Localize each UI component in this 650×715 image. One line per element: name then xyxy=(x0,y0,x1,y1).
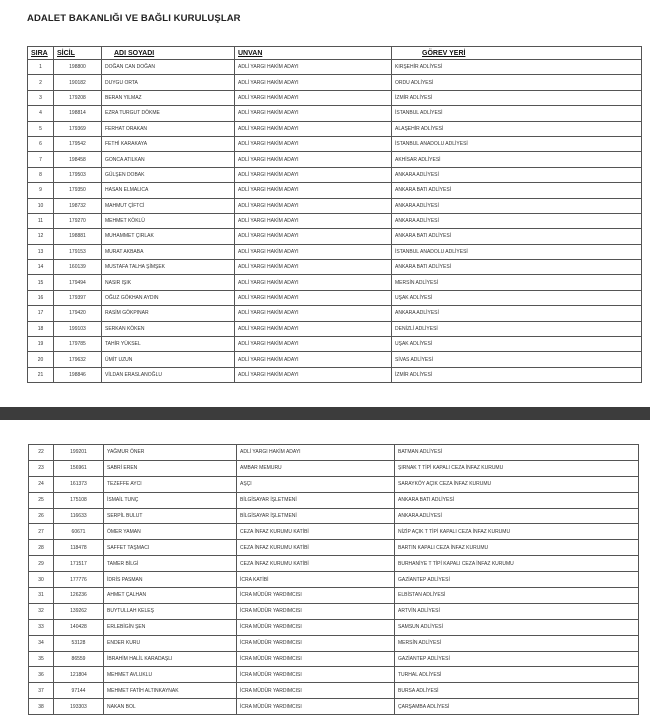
header-adi-soyadi: ADI SOYADI xyxy=(102,47,235,60)
cell-adi-soyadi: FETHİ KARAKAYA xyxy=(102,136,235,151)
cell-adi-soyadi: YAĞMUR ÖNER xyxy=(104,445,237,461)
cell-gorev-yeri: TURHAL ADLİYESİ xyxy=(395,667,639,683)
cell-adi-soyadi: SAFFET TAŞMACI xyxy=(104,540,237,556)
cell-adi-soyadi: MUSTAFA TALHA ŞİMŞEK xyxy=(102,260,235,275)
cell-adi-soyadi: GONCA ATILKAN xyxy=(102,152,235,167)
cell-sicil: 175108 xyxy=(54,492,104,508)
table-body-2 xyxy=(29,445,639,715)
cell-gorev-yeri: ANKARA ADLİYESİ xyxy=(392,167,642,182)
cell-gorev-yeri: ALAŞEHİR ADLİYESİ xyxy=(392,121,642,136)
table-row xyxy=(28,260,642,275)
cell-sicil: 179785 xyxy=(54,337,102,352)
cell-gorev-yeri: BATMAN ADLİYESİ xyxy=(395,445,639,461)
cell-unvan: ADLİ YARGI HAKİM ADAYI xyxy=(235,167,392,182)
cell-adi-soyadi: DUYGU ORTA xyxy=(102,75,235,90)
cell-sicil: 160139 xyxy=(54,260,102,275)
cell-unvan: İCRA MÜDÜR YARDIMCISI xyxy=(237,699,395,715)
cell-adi-soyadi: MEHMET KÖKLÜ xyxy=(102,213,235,228)
table-row xyxy=(28,352,642,367)
cell-gorev-yeri: BURHANİYE T TİPİ KAPALI CEZA İNFAZ KURUMU xyxy=(395,556,639,572)
cell-sira: 36 xyxy=(29,667,54,683)
cell-unvan: İCRA KATİBİ xyxy=(237,572,395,588)
cell-sira: 25 xyxy=(29,492,54,508)
cell-sicil: 171517 xyxy=(54,556,104,572)
cell-adi-soyadi: BUYTULLAH KELEŞ xyxy=(104,603,237,619)
cell-gorev-yeri: ANKARA ADLİYESİ xyxy=(395,508,639,524)
table-row xyxy=(28,106,642,121)
cell-gorev-yeri: ORDU ADLİYESİ xyxy=(392,75,642,90)
cell-adi-soyadi: DOĞAN CAN DOĞAN xyxy=(102,60,235,75)
cell-adi-soyadi: HASAN ELMALICA xyxy=(102,183,235,198)
cell-sira: 21 xyxy=(28,367,54,382)
header-sira: SIRA xyxy=(28,47,54,60)
cell-unvan: ADLİ YARGI HAKİM ADAYI xyxy=(235,75,392,90)
cell-sicil: 177776 xyxy=(54,572,104,588)
cell-gorev-yeri: ANKARA ADLİYESİ xyxy=(392,198,642,213)
table-row xyxy=(28,275,642,290)
cell-gorev-yeri: ANKARA BATI ADLİYESİ xyxy=(395,492,639,508)
cell-unvan: ADLİ YARGI HAKİM ADAYI xyxy=(235,367,392,382)
cell-adi-soyadi: ÖMER YAMAN xyxy=(104,524,237,540)
cell-sicil: 116633 xyxy=(54,508,104,524)
table-row xyxy=(28,121,642,136)
cell-sira: 19 xyxy=(28,337,54,352)
cell-sira: 37 xyxy=(29,683,54,699)
cell-adi-soyadi: FERHAT ORAKAN xyxy=(102,121,235,136)
cell-gorev-yeri: GAZİANTEP ADLİYESİ xyxy=(395,572,639,588)
cell-unvan: İCRA MÜDÜR YARDIMCISI xyxy=(237,603,395,619)
table-row xyxy=(28,183,642,198)
cell-sira: 28 xyxy=(29,540,54,556)
table-row xyxy=(29,683,639,699)
cell-gorev-yeri: İSTANBUL ADLİYESİ xyxy=(392,106,642,121)
cell-sira: 5 xyxy=(28,121,54,136)
cell-unvan: ADLİ YARGI HAKİM ADAYI xyxy=(235,90,392,105)
cell-sira: 15 xyxy=(28,275,54,290)
table-row xyxy=(29,572,639,588)
cell-sicil: 53128 xyxy=(54,635,104,651)
table-row xyxy=(29,699,639,715)
cell-unvan: ADLİ YARGI HAKİM ADAYI xyxy=(235,60,392,75)
cell-unvan: ADLİ YARGI HAKİM ADAYI xyxy=(235,352,392,367)
cell-sicil: 179208 xyxy=(54,90,102,105)
cell-adi-soyadi: ENDER KURU xyxy=(104,635,237,651)
cell-adi-soyadi: TAMER BİLGİ xyxy=(104,556,237,572)
cell-gorev-yeri: SARAYKÖY AÇIK CEZA İNFAZ KURUMU xyxy=(395,476,639,492)
cell-adi-soyadi: ERLEBİGİN ŞEN xyxy=(104,619,237,635)
cell-adi-soyadi: MEHMET FATİH ALTINKAYNAK xyxy=(104,683,237,699)
cell-gorev-yeri: ANKARA BATI ADLİYESİ xyxy=(392,229,642,244)
cell-sicil: 198458 xyxy=(54,152,102,167)
cell-unvan: ADLİ YARGI HAKİM ADAYI xyxy=(235,337,392,352)
cell-adi-soyadi: SABRİ EREN xyxy=(104,460,237,476)
cell-unvan: ADLİ YARGI HAKİM ADAYI xyxy=(235,198,392,213)
cell-sicil: 179369 xyxy=(54,121,102,136)
table-row xyxy=(28,167,642,182)
table-row xyxy=(29,619,639,635)
table-row xyxy=(29,635,639,651)
cell-unvan: ADLİ YARGI HAKİM ADAYI xyxy=(235,106,392,121)
cell-gorev-yeri: ANKARA ADLİYESİ xyxy=(392,306,642,321)
cell-sira: 6 xyxy=(28,136,54,151)
cell-unvan: İCRA MÜDÜR YARDIMCISI xyxy=(237,667,395,683)
cell-unvan: ADLİ YARGI HAKİM ADAYI xyxy=(235,244,392,259)
cell-adi-soyadi: MURAT AKBABA xyxy=(102,244,235,259)
table-body-1 xyxy=(28,60,642,383)
table-row xyxy=(28,244,642,259)
cell-sicil: 179270 xyxy=(54,213,102,228)
table-row xyxy=(29,492,639,508)
cell-unvan: ADLİ YARGI HAKİM ADAYI xyxy=(235,213,392,228)
cell-unvan: AMBAR MEMURU xyxy=(237,460,395,476)
cell-sira: 34 xyxy=(29,635,54,651)
cell-adi-soyadi: İBRAHİM HALİL KARADAŞLI xyxy=(104,651,237,667)
cell-gorev-yeri: BURSA ADLİYESİ xyxy=(395,683,639,699)
cell-gorev-yeri: İSTANBUL ANADOLU ADLİYESİ xyxy=(392,136,642,151)
cell-gorev-yeri: SAMSUN ADLİYESİ xyxy=(395,619,639,635)
cell-unvan: CEZA İNFAZ KURUMU KATİBİ xyxy=(237,556,395,572)
cell-unvan: ADLİ YARGI HAKİM ADAYI xyxy=(235,306,392,321)
table-row xyxy=(28,136,642,151)
cell-sira: 26 xyxy=(29,508,54,524)
cell-adi-soyadi: MUHAMMET ÇIRLAK xyxy=(102,229,235,244)
table-row xyxy=(28,213,642,228)
page-separator xyxy=(0,407,650,420)
cell-adi-soyadi: GÜLŞEN DOBAK xyxy=(102,167,235,182)
cell-sicil: 198846 xyxy=(54,367,102,382)
cell-unvan: ADLİ YARGI HAKİM ADAYI xyxy=(235,321,392,336)
cell-sira: 7 xyxy=(28,152,54,167)
cell-unvan: CEZA İNFAZ KURUMU KATİBİ xyxy=(237,540,395,556)
cell-sira: 1 xyxy=(28,60,54,75)
cell-sicil: 126236 xyxy=(54,588,104,604)
table-row xyxy=(29,651,639,667)
cell-unvan: ADLİ YARGI HAKİM ADAYI xyxy=(237,445,395,461)
cell-sicil: 179397 xyxy=(54,290,102,305)
cell-sira: 33 xyxy=(29,619,54,635)
personnel-table-2 xyxy=(28,444,639,715)
cell-gorev-yeri: ARTVİN ADLİYESİ xyxy=(395,603,639,619)
cell-sicil: 118478 xyxy=(54,540,104,556)
cell-gorev-yeri: ŞIRNAK T TİPİ KAPALI CEZA İNFAZ KURUMU xyxy=(395,460,639,476)
cell-gorev-yeri: KIRŞEHİR ADLİYESİ xyxy=(392,60,642,75)
cell-gorev-yeri: İSTANBUL ANADOLU ADLİYESİ xyxy=(392,244,642,259)
cell-sira: 13 xyxy=(28,244,54,259)
cell-sira: 3 xyxy=(28,90,54,105)
cell-adi-soyadi: MEHMET AVLUKLU xyxy=(104,667,237,683)
personnel-table-1 xyxy=(27,46,642,383)
cell-sicil: 60671 xyxy=(54,524,104,540)
cell-unvan: İCRA MÜDÜR YARDIMCISI xyxy=(237,619,395,635)
cell-sira: 24 xyxy=(29,476,54,492)
table-row xyxy=(29,460,639,476)
table-row xyxy=(29,603,639,619)
cell-adi-soyadi: VİLDAN ERASLANOĞLU xyxy=(102,367,235,382)
table-row xyxy=(28,229,642,244)
cell-unvan: ADLİ YARGI HAKİM ADAYI xyxy=(235,275,392,290)
cell-gorev-yeri: GAZİANTEP ADLİYESİ xyxy=(395,651,639,667)
header-unvan: UNVAN xyxy=(235,47,392,60)
cell-unvan: ADLİ YARGI HAKİM ADAYI xyxy=(235,121,392,136)
cell-adi-soyadi: OĞUZ GÖKHAN AYDIN xyxy=(102,290,235,305)
cell-sira: 10 xyxy=(28,198,54,213)
cell-sicil: 179632 xyxy=(54,352,102,367)
cell-adi-soyadi: NASIR IŞIK xyxy=(102,275,235,290)
cell-unvan: ADLİ YARGI HAKİM ADAYI xyxy=(235,229,392,244)
table-row xyxy=(28,337,642,352)
cell-sicil: 140428 xyxy=(54,619,104,635)
table-row xyxy=(28,321,642,336)
cell-gorev-yeri: SİVAS ADLİYESİ xyxy=(392,352,642,367)
cell-sira: 18 xyxy=(28,321,54,336)
cell-sira: 38 xyxy=(29,699,54,715)
cell-sicil: 179494 xyxy=(54,275,102,290)
table-row xyxy=(29,588,639,604)
cell-gorev-yeri: ELBİSTAN ADLİYESİ xyxy=(395,588,639,604)
table-row xyxy=(29,524,639,540)
cell-sicil: 139262 xyxy=(54,603,104,619)
cell-sicil: 179503 xyxy=(54,167,102,182)
cell-gorev-yeri: ANKARA BATI ADLİYESİ xyxy=(392,260,642,275)
cell-unvan: ADLİ YARGI HAKİM ADAYI xyxy=(235,290,392,305)
table-row xyxy=(29,540,639,556)
cell-sira: 27 xyxy=(29,524,54,540)
table-row xyxy=(29,476,639,492)
cell-gorev-yeri: UŞAK ADLİYESİ xyxy=(392,337,642,352)
table-row xyxy=(28,60,642,75)
cell-sicil: 193303 xyxy=(54,699,104,715)
cell-gorev-yeri: MERSİN ADLİYESİ xyxy=(392,275,642,290)
table-row xyxy=(28,75,642,90)
cell-adi-soyadi: EZRA TURGUT DÖKME xyxy=(102,106,235,121)
table-row xyxy=(28,367,642,382)
cell-sira: 16 xyxy=(28,290,54,305)
cell-adi-soyadi: TEZEFFE AYCI xyxy=(104,476,237,492)
cell-unvan: ADLİ YARGI HAKİM ADAYI xyxy=(235,260,392,275)
cell-unvan: İCRA MÜDÜR YARDIMCISI xyxy=(237,635,395,651)
cell-sicil: 86559 xyxy=(54,651,104,667)
cell-sicil: 190182 xyxy=(54,75,102,90)
header-sicil: SİCİL xyxy=(54,47,102,60)
cell-unvan: BİLGİSAYAR İŞLETMENİ xyxy=(237,492,395,508)
cell-unvan: AŞÇI xyxy=(237,476,395,492)
cell-unvan: İCRA MÜDÜR YARDIMCISI xyxy=(237,651,395,667)
cell-sicil: 198800 xyxy=(54,60,102,75)
table-row xyxy=(29,508,639,524)
cell-adi-soyadi: SERKAN KÖKEN xyxy=(102,321,235,336)
cell-adi-soyadi: SERPİL BULUT xyxy=(104,508,237,524)
cell-sira: 23 xyxy=(29,460,54,476)
cell-gorev-yeri: BARTIN KAPALI CEZA İNFAZ KURUMU xyxy=(395,540,639,556)
table-row xyxy=(28,198,642,213)
cell-gorev-yeri: ANKARA BATI ADLİYESİ xyxy=(392,183,642,198)
cell-adi-soyadi: RASİM GÖKPINAR xyxy=(102,306,235,321)
header-gorev-yeri: GÖREV YERİ xyxy=(392,47,642,60)
cell-sira: 30 xyxy=(29,572,54,588)
cell-gorev-yeri: UŞAK ADLİYESİ xyxy=(392,290,642,305)
table-row xyxy=(28,290,642,305)
cell-sira: 35 xyxy=(29,651,54,667)
cell-sicil: 199103 xyxy=(54,321,102,336)
cell-sicil: 199201 xyxy=(54,445,104,461)
cell-gorev-yeri: İZMİR ADLİYESİ xyxy=(392,367,642,382)
cell-sira: 14 xyxy=(28,260,54,275)
cell-sicil: 179350 xyxy=(54,183,102,198)
table-row xyxy=(28,152,642,167)
cell-sira: 29 xyxy=(29,556,54,572)
table-row xyxy=(28,306,642,321)
cell-gorev-yeri: NİZİP AÇIK T TİPİ KAPALI CEZA İNFAZ KURUMU xyxy=(395,524,639,540)
cell-unvan: İCRA MÜDÜR YARDIMCISI xyxy=(237,683,395,699)
cell-adi-soyadi: MAHMUT ÇİFTCİ xyxy=(102,198,235,213)
table-header-row xyxy=(28,47,642,60)
cell-adi-soyadi: AHMET ÇALHAN xyxy=(104,588,237,604)
cell-unvan: ADLİ YARGI HAKİM ADAYI xyxy=(235,136,392,151)
cell-sira: 17 xyxy=(28,306,54,321)
table-row xyxy=(29,667,639,683)
cell-sira: 31 xyxy=(29,588,54,604)
cell-sira: 9 xyxy=(28,183,54,198)
cell-sira: 4 xyxy=(28,106,54,121)
cell-adi-soyadi: İDRİS PASMAN xyxy=(104,572,237,588)
cell-gorev-yeri: DENİZLİ ADLİYESİ xyxy=(392,321,642,336)
cell-unvan: CEZA İNFAZ KURUMU KATİBİ xyxy=(237,524,395,540)
cell-sicil: 179542 xyxy=(54,136,102,151)
cell-adi-soyadi: BERAN YILMAZ xyxy=(102,90,235,105)
table-row xyxy=(29,556,639,572)
cell-sicil: 179153 xyxy=(54,244,102,259)
cell-gorev-yeri: ANKARA ADLİYESİ xyxy=(392,213,642,228)
cell-unvan: ADLİ YARGI HAKİM ADAYI xyxy=(235,152,392,167)
cell-adi-soyadi: NAKAN BOL xyxy=(104,699,237,715)
cell-gorev-yeri: İZMİR ADLİYESİ xyxy=(392,90,642,105)
cell-gorev-yeri: AKHİSAR ADLİYESİ xyxy=(392,152,642,167)
cell-sicil: 97144 xyxy=(54,683,104,699)
cell-sicil: 156961 xyxy=(54,460,104,476)
document-title: ADALET BAKANLIĞI VE BAĞLI KURULUŞLAR xyxy=(27,13,241,24)
cell-sicil: 198732 xyxy=(54,198,102,213)
cell-sicil: 161373 xyxy=(54,476,104,492)
table-row xyxy=(29,445,639,461)
cell-sira: 20 xyxy=(28,352,54,367)
cell-unvan: BİLGİSAYAR İŞLETMENİ xyxy=(237,508,395,524)
cell-unvan: ADLİ YARGI HAKİM ADAYI xyxy=(235,183,392,198)
cell-sira: 32 xyxy=(29,603,54,619)
cell-adi-soyadi: İSMAİL TUNÇ xyxy=(104,492,237,508)
cell-sicil: 198881 xyxy=(54,229,102,244)
cell-sira: 22 xyxy=(29,445,54,461)
cell-sira: 8 xyxy=(28,167,54,182)
cell-sicil: 179420 xyxy=(54,306,102,321)
cell-sicil: 198814 xyxy=(54,106,102,121)
cell-adi-soyadi: TAHİR YÜKSEL xyxy=(102,337,235,352)
cell-unvan: İCRA MÜDÜR YARDIMCISI xyxy=(237,588,395,604)
cell-sira: 12 xyxy=(28,229,54,244)
cell-gorev-yeri: ÇARŞAMBA ADLİYESİ xyxy=(395,699,639,715)
cell-sira: 11 xyxy=(28,213,54,228)
table-row xyxy=(28,90,642,105)
cell-sira: 2 xyxy=(28,75,54,90)
cell-gorev-yeri: MERSİN ADLİYESİ xyxy=(395,635,639,651)
cell-adi-soyadi: ÜMİT UZUN xyxy=(102,352,235,367)
cell-sicil: 121804 xyxy=(54,667,104,683)
